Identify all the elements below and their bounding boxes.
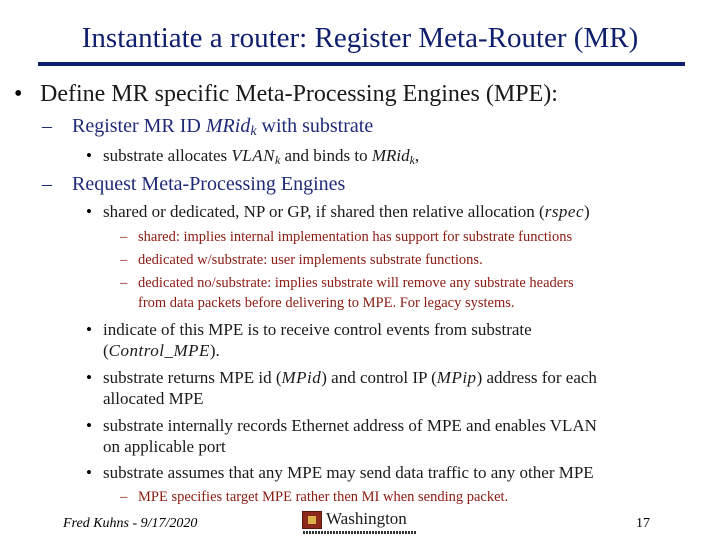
dash-marker: –	[120, 489, 128, 505]
dash-marker: –	[42, 173, 52, 195]
dash-marker: –	[120, 252, 128, 268]
washington-logo	[301, 510, 419, 536]
sub-shared-or-dedicated: shared or dedicated, NP or GP, if shared then relative allocation (rspec)	[103, 202, 590, 221]
dash-item-dedicated-with: dedicated w/substrate: user implements substrate functions.	[138, 252, 483, 268]
footer-author-date: Fred Kuhns - 9/17/2020	[63, 516, 198, 531]
dash-marker: –	[120, 229, 128, 245]
dash-marker: –	[42, 115, 52, 137]
dash-item-shared: shared: implies internal implementation has support for substrate functions	[138, 229, 573, 245]
title-underline	[38, 62, 685, 66]
sub-vlan-allocation: substrate allocates $VLAN_k$ and binds to MRid$_k$,	[103, 146, 420, 167]
sub-register-mr-id: Register MR ID MRid$_k$ with substrate	[72, 115, 374, 139]
bullet-marker: •	[86, 463, 92, 482]
bullet-control-events-cont: (Control_MPE).	[103, 341, 220, 360]
bullet-any-mpe-traffic: substrate assumes that any MPE may send data traffic to any other MPE	[103, 463, 594, 482]
dash-marker: –	[120, 275, 128, 291]
bullet-marker: •	[14, 81, 23, 107]
bullet-marker: •	[86, 202, 92, 221]
sub-request-mpe: Request Meta-Processing Engines	[72, 173, 346, 195]
dash-item-dedicated-no: dedicated no/substrate: implies substrate will remove any substrate headers	[138, 275, 574, 291]
bullet-returns-mpe-id: substrate returns MPE id (MPid) and control IP (MPip) address for each	[103, 368, 597, 387]
dash-item-dedicated-no-cont: from data packets before delivering to MPE. For legacy systems.	[138, 295, 515, 311]
bullet-marker: •	[86, 146, 92, 165]
bullet-define-mpe: Define MR specific Meta-Processing Engines (MPE):	[40, 81, 558, 107]
bullet-returns-mpe-id-cont: allocated MPE	[103, 389, 204, 408]
bullet-marker: •	[86, 416, 92, 435]
logo-text: Washington	[326, 509, 407, 528]
bullet-records-ethernet: substrate internally records Ethernet address of MPE and enables VLAN	[103, 416, 597, 435]
logo-subtitle-strip	[303, 531, 417, 534]
university-shield-icon	[302, 511, 322, 529]
bullet-control-events: indicate of this MPE is to receive control events from substrate	[103, 320, 532, 339]
slide-title: Instantiate a router: Register Meta-Router (MR)	[81, 22, 639, 54]
page-number: 17	[636, 516, 650, 531]
bullet-records-ethernet-cont: on applicable port	[103, 437, 226, 456]
bullet-marker: •	[86, 320, 92, 339]
dash-item-target-mpe: MPE specifies target MPE rather then MI when sending packet.	[138, 489, 509, 505]
bullet-marker: •	[86, 368, 92, 387]
